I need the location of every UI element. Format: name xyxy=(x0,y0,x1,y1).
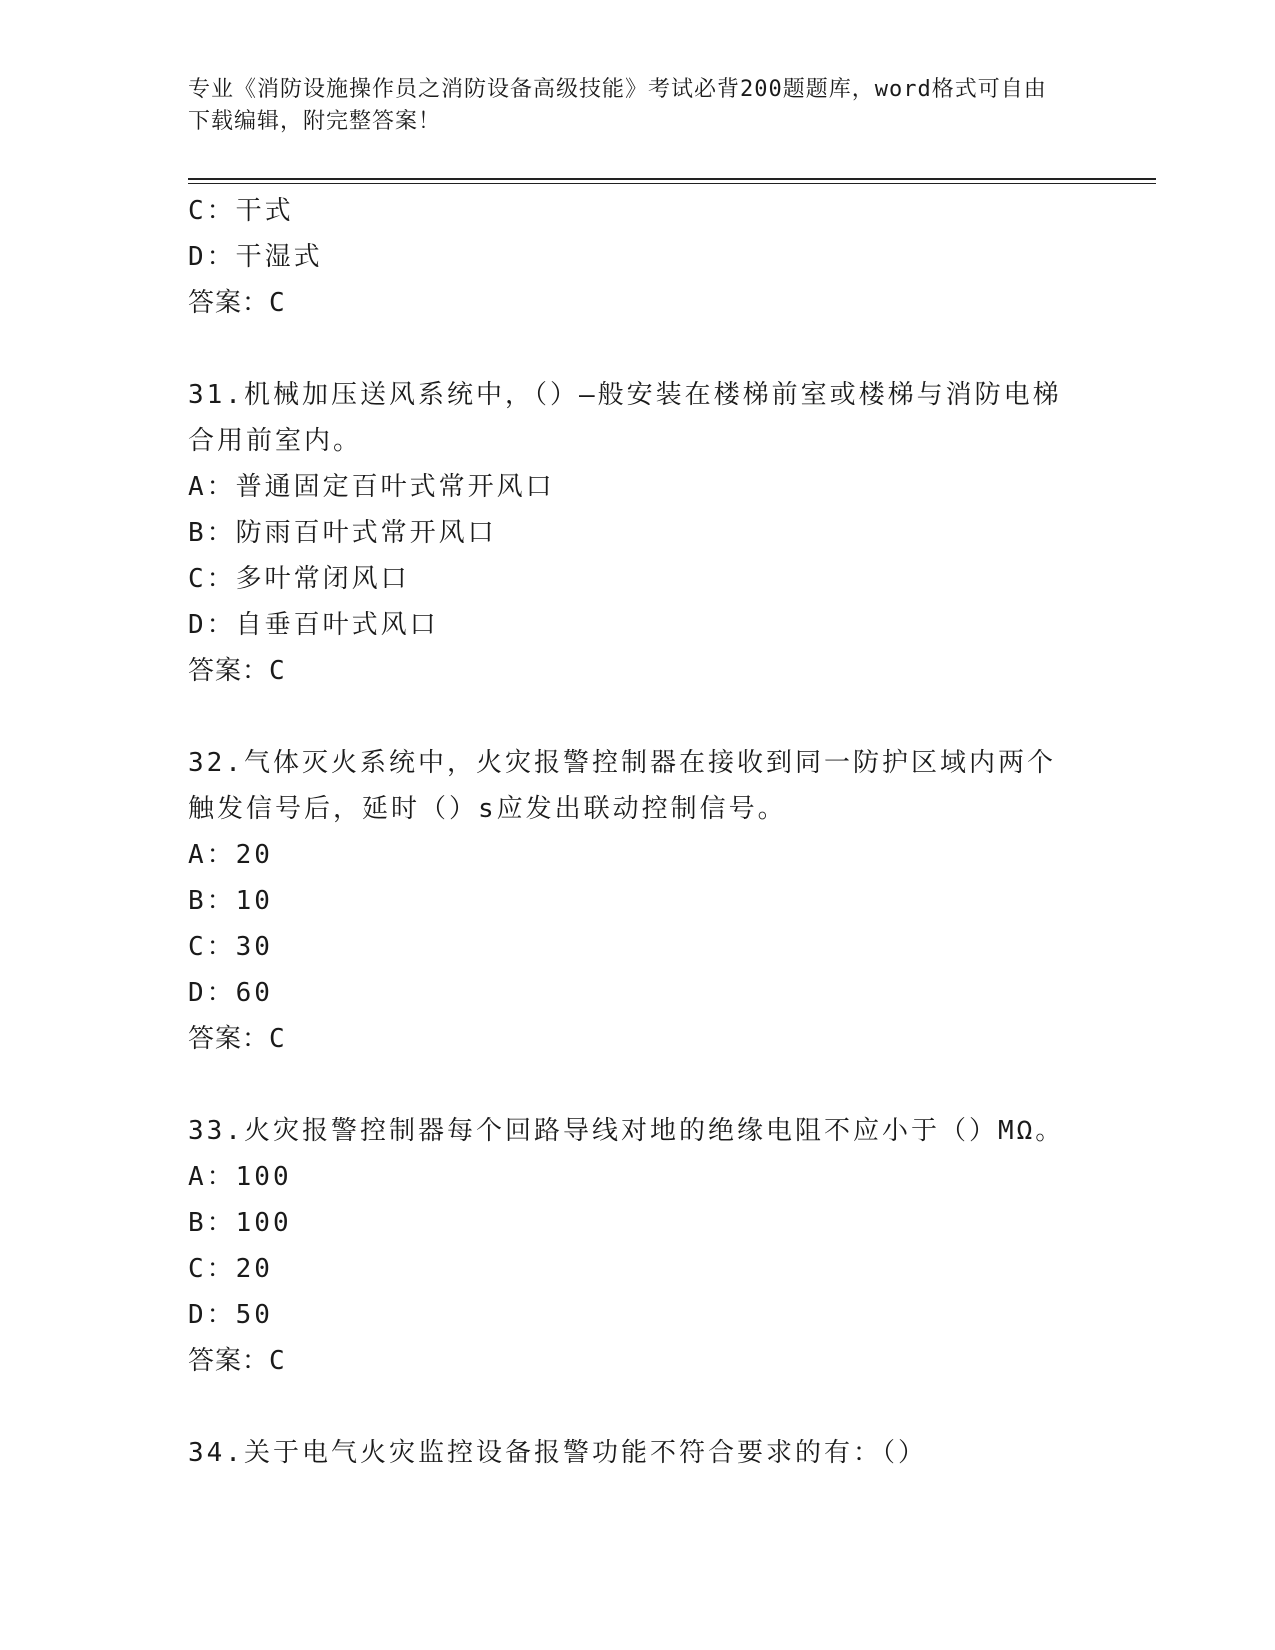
question-34-text: 34.关于电气火灾监控设备报警功能不符合要求的有：（） xyxy=(188,1438,927,1468)
q31-option-a: A：普通固定百叶式常开风口 xyxy=(188,472,555,502)
question-31-text: 31.机械加压送风系统中，（）—般安装在楼梯前室或楼梯与消防电梯合用前室内。 xyxy=(188,380,1062,456)
q32-option-c: C：30 xyxy=(188,932,273,962)
spacer xyxy=(188,1384,1088,1430)
spacer xyxy=(188,326,1088,372)
q33-answer: 答案：C xyxy=(188,1346,286,1376)
q33-option-b: B：100 xyxy=(188,1208,292,1238)
q31-option-b: B：防雨百叶式常开风口 xyxy=(188,518,497,548)
q33-option-c: C：20 xyxy=(188,1254,273,1284)
q31-answer: 答案：C xyxy=(188,656,286,686)
q32-answer: 答案：C xyxy=(188,1024,286,1054)
header-rule-thin xyxy=(188,183,1156,184)
q32-option-b: B：10 xyxy=(188,886,273,916)
q31-option-c: C：多叶常闭风口 xyxy=(188,564,410,594)
document-body xyxy=(188,188,1088,1476)
option-c: C：干式 xyxy=(188,196,294,226)
q32-option-a: A：20 xyxy=(188,840,273,870)
question-33-text: 33.火灾报警控制器每个回路导线对地的绝缘电阻不应小于（）MΩ。 xyxy=(188,1116,1065,1146)
question-32-text: 32.气体灭火系统中，火灾报警控制器在接收到同一防护区域内两个触发信号后，延时（）s应发出联动控制信号。 xyxy=(188,748,1056,824)
document-header: 专业《消防设施操作员之消防设备高级技能》考试必背200题题库，word格式可自由下载编辑，附完整答案！ xyxy=(188,77,1047,134)
answer-line: 答案：C xyxy=(188,288,286,318)
spacer xyxy=(188,1062,1088,1108)
q32-option-d: D：60 xyxy=(188,978,273,1008)
q33-option-d: D：50 xyxy=(188,1300,273,1330)
header-rule-thick xyxy=(188,178,1156,180)
option-d: D：干湿式 xyxy=(188,242,323,272)
q33-option-a: A：100 xyxy=(188,1162,292,1192)
q31-option-d: D：自垂百叶式风口 xyxy=(188,610,439,640)
spacer xyxy=(188,694,1088,740)
